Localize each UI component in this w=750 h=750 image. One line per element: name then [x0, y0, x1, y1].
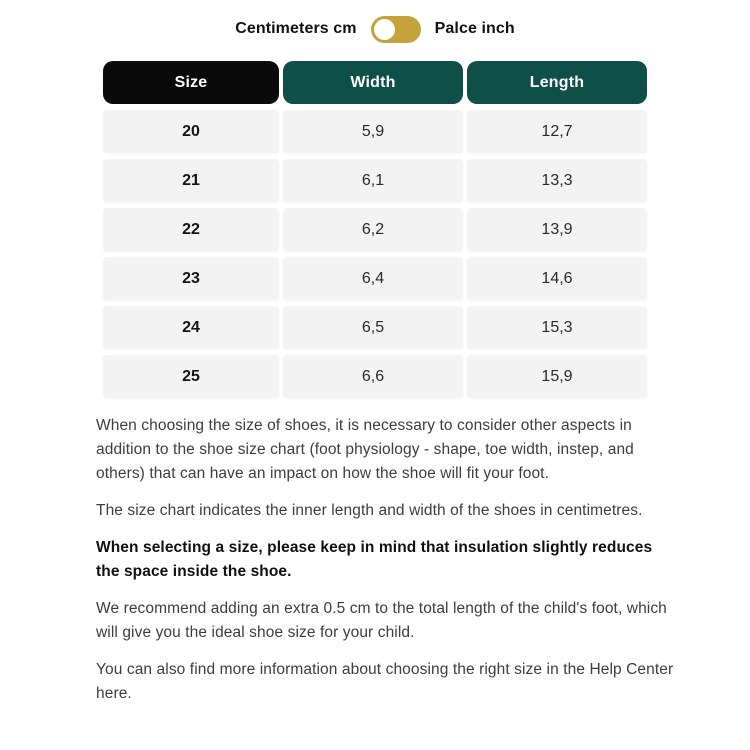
- table-header-size: Size: [103, 61, 279, 104]
- length-cell: 13,9: [467, 208, 647, 251]
- note-paragraph: The size chart indicates the inner length and width of the shoes in centimetres.: [96, 502, 643, 519]
- width-cell: 6,6: [283, 355, 463, 398]
- table-header-length: Length: [467, 61, 647, 104]
- size-table: [103, 61, 647, 398]
- width-cell: 6,1: [283, 159, 463, 202]
- width-cell: 5,9: [283, 110, 463, 153]
- size-cell: 23: [103, 257, 279, 300]
- size-cell: 21: [103, 159, 279, 202]
- length-cell: 15,3: [467, 306, 647, 349]
- inch-label: Palce inch: [434, 20, 515, 37]
- centimeters-label: Centimeters cm: [235, 20, 357, 37]
- length-cell: 14,6: [467, 257, 647, 300]
- sizing-notes: [96, 414, 674, 706]
- size-cell: 25: [103, 355, 279, 398]
- toggle-knob-icon: [374, 19, 395, 40]
- length-cell: 13,3: [467, 159, 647, 202]
- size-cell: 22: [103, 208, 279, 251]
- width-cell: 6,4: [283, 257, 463, 300]
- note-paragraph-bold: When selecting a size, please keep in mind that insulation slightly reduces the space inside the shoe.: [96, 539, 653, 580]
- note-paragraph: When choosing the size of shoes, it is necessary to consider other aspects in addition to the shoe size chart (foot physiology - shape, toe width, instep, and others) that can have an impact on how the shoe will fit your foot.: [96, 417, 634, 482]
- size-cell: 24: [103, 306, 279, 349]
- unit-toggle-row: [0, 15, 750, 43]
- width-cell: 6,2: [283, 208, 463, 251]
- note-paragraph: We recommend adding an extra 0.5 cm to the total length of the child's foot, which will give you the ideal shoe size for your child.: [96, 600, 667, 641]
- table-header-width: Width: [283, 61, 463, 104]
- length-cell: 15,9: [467, 355, 647, 398]
- unit-toggle-switch[interactable]: [371, 16, 421, 43]
- length-cell: 12,7: [467, 110, 647, 153]
- size-cell: 20: [103, 110, 279, 153]
- width-cell: 6,5: [283, 306, 463, 349]
- note-paragraph: You can also find more information about choosing the right size in the Help Center here.: [96, 661, 674, 702]
